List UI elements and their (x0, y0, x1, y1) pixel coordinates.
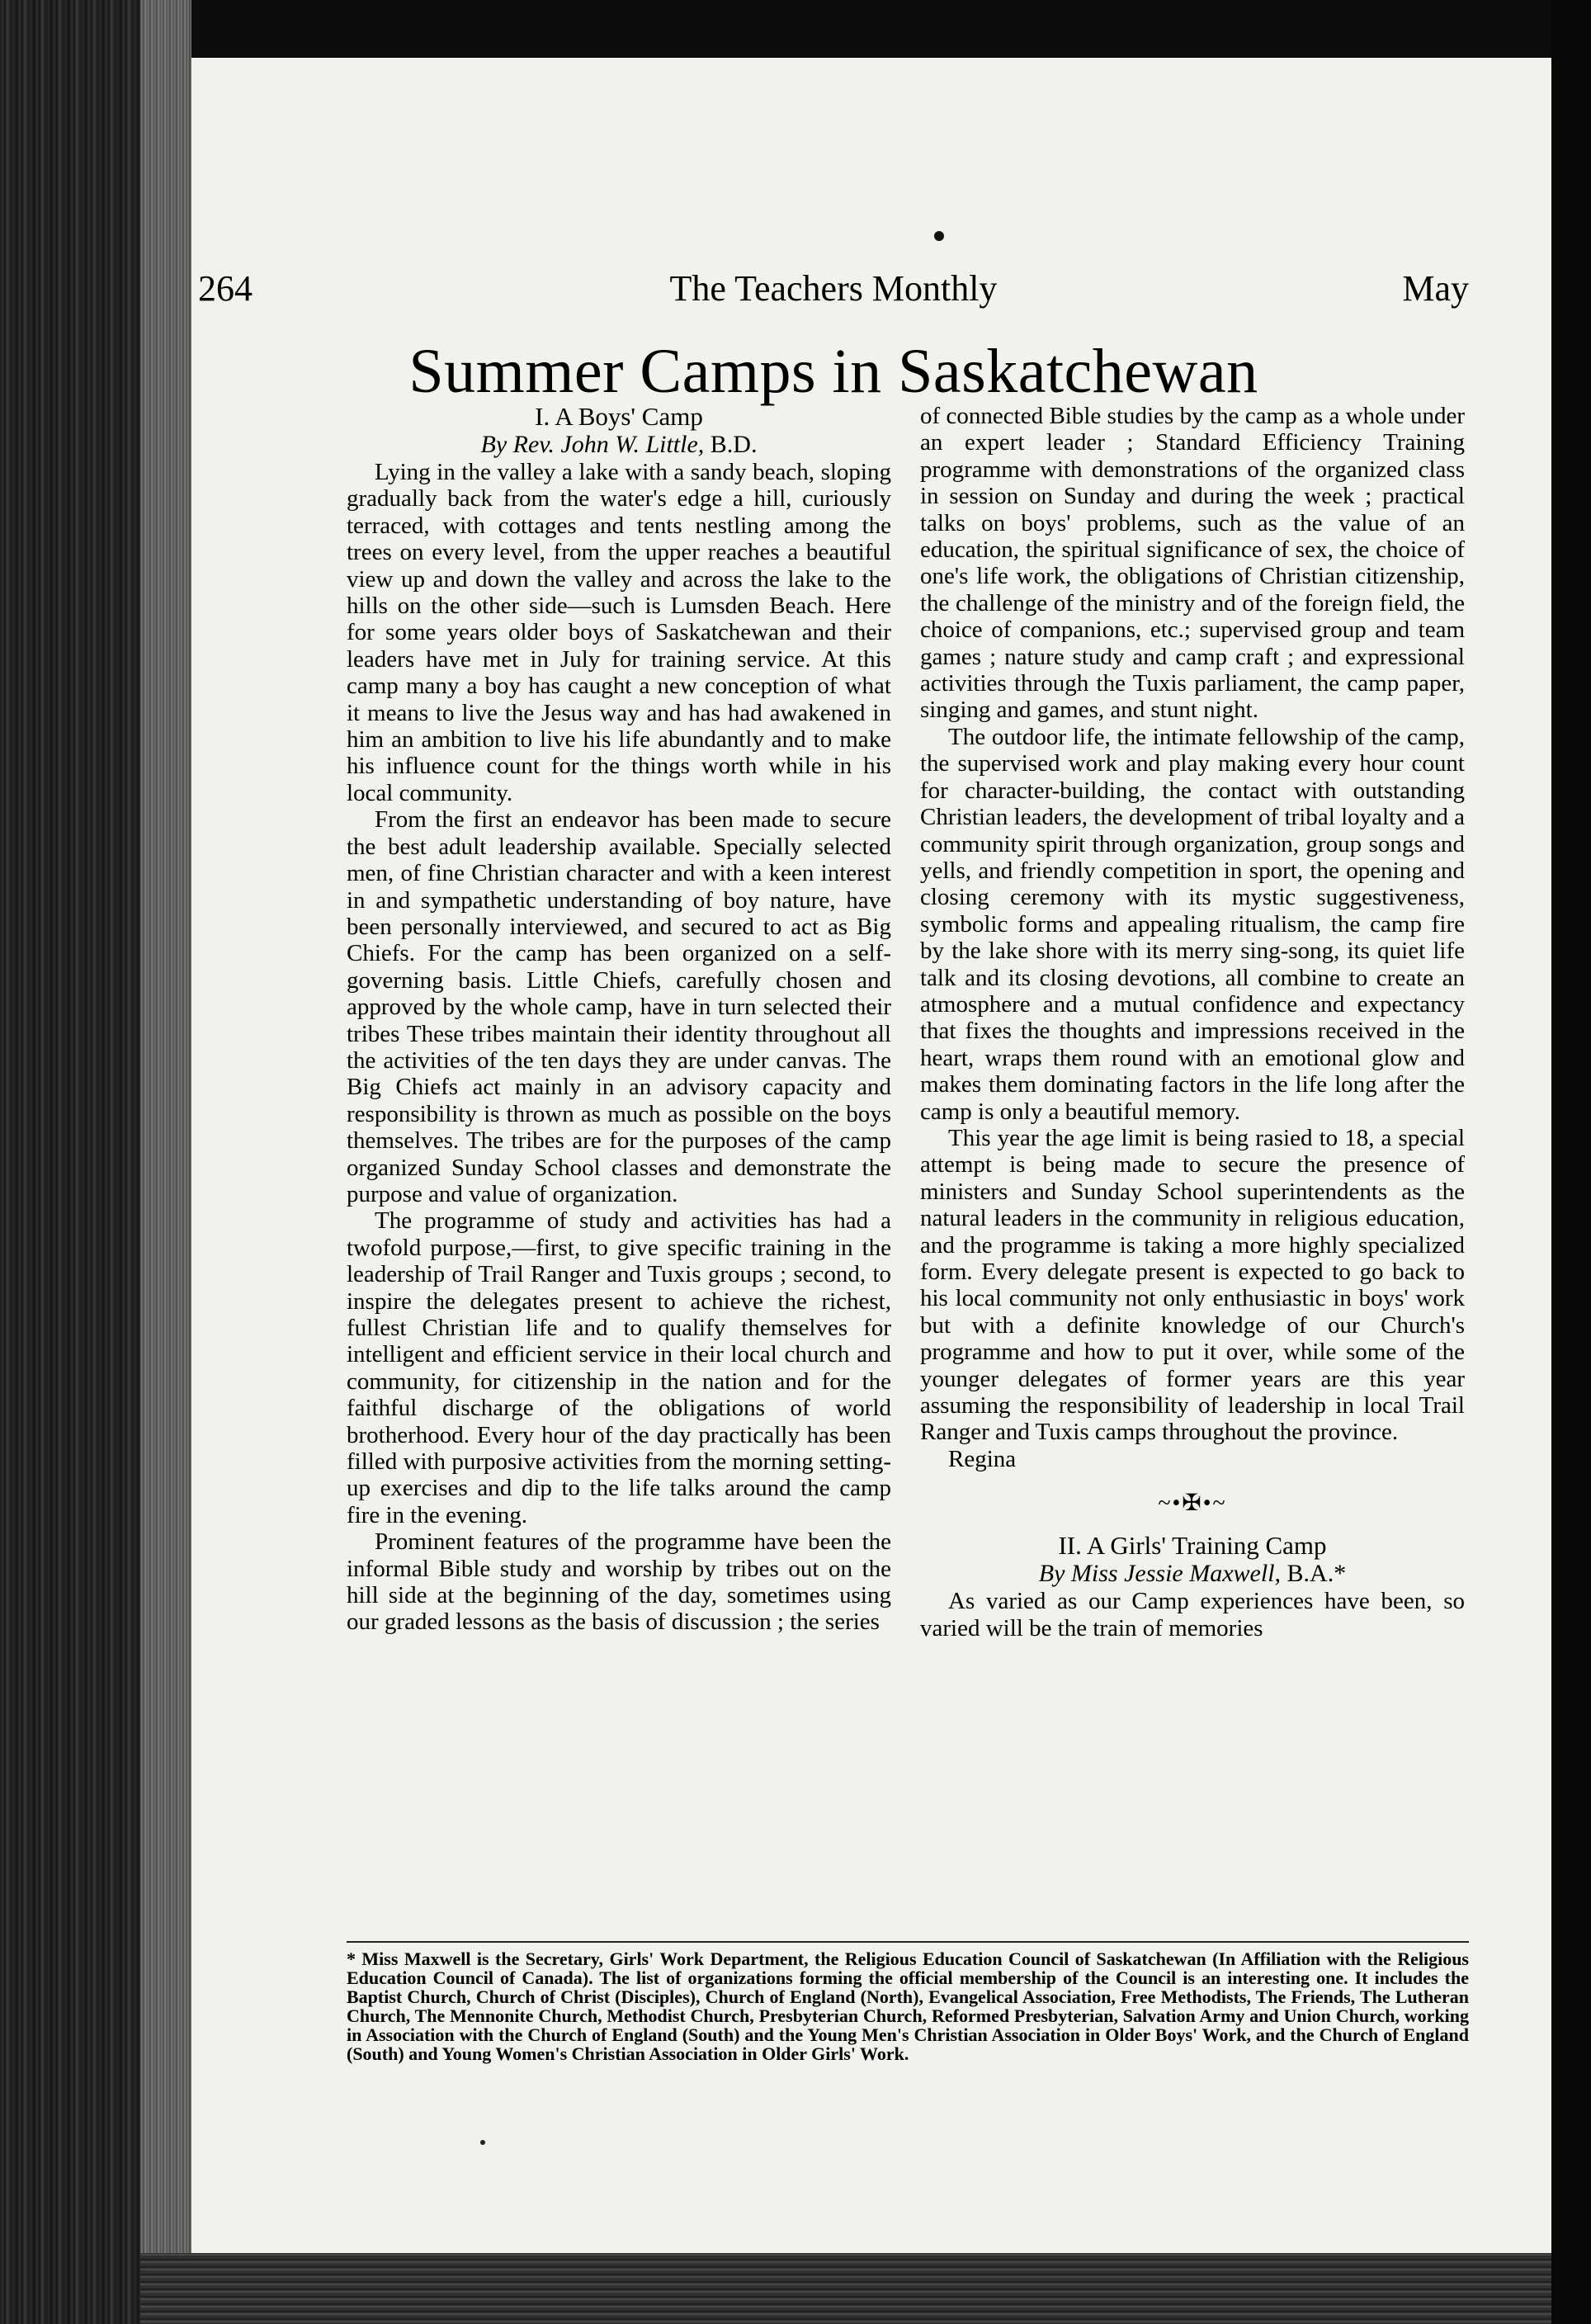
paragraph: Prominent features of the programme have been the informal Bible study and worship by tribes out on the hill side at the beginning of the day, sometimes using our graded lessons as the basis of discussion ; the series (347, 1528, 891, 1636)
byline-author-2 (920, 1560, 1465, 1588)
bottom-page-stack (140, 2253, 1551, 2324)
paragraph: This year the age limit is being rasied to 18, a special attempt is being made to secure the presence of ministers and Sunday School superintendents as the natural leaders in the community in religious education, and the programme is taking a more highly specialized form. Every delegate present is expected to go back to his local community not only enthusiastic in boys' work but with a definite knowledge of our Church's programme and how to put it over, while some of the younger delegates of former years are this year assuming the responsibility of leadership in local Trail Ranger and Tuxis camps throughout the province. (920, 1124, 1465, 1446)
paragraph: From the first an endeavor has been made to secure the best adult leadership available. Specially selected men, of fine Christian character and with a keen interest in and sympathetic understanding of boy nature, have been personally interviewed, and secured to act as Big Chiefs. For the camp has been organized on a self-governing basis. Little Chiefs, carefully chosen and approved by the whole camp, have in turn selected their tribes These tribes maintain their identity throughout all the activities of the ten days they are under canvas. The Big Chiefs act mainly in an advisory capacity and responsibility is thrown as much as possible on the boys themselves. The tribes are for the purposes of the camp organized Sunday School classes and demonstrate the purpose and value of organization. (347, 806, 891, 1207)
paragraph: Lying in the valley a lake with a sandy beach, sloping gradually back from the water's edge a hill, curiously terraced, with cottages and tents nestling among the trees on every level, from the upper reaches a beautiful view up and down the valley and across the lake to the hills on the other side—such is Lumsden Beach. Here for some years older boys of Saskatchewan and their leaders have met in July for training service. At this camp many a boy has caught a new conception of what it means to live the Jesus way and has had awakened in him an ambition to live his life abundantly and to make his influence count for the things worth while in his local community. (347, 459, 891, 806)
byline-name: By Rev. John W. Little, (480, 431, 705, 458)
byline-name-2: By Miss Jessie Maxwell, (1038, 1560, 1282, 1588)
issue-month: May (1402, 268, 1469, 309)
page-number: 264 (198, 268, 253, 309)
section-heading-boys-camp: I. A Boys' Camp (535, 402, 703, 431)
right-column (920, 403, 1465, 1641)
page-stack-edge (140, 0, 191, 2324)
paragraph: of connected Bible studies by the camp as a whole under an expert leader ; Standard Efficiency Training programme with demonstrations of the organized class in session on Sunday and during the week ; practical talks on boys' problems, such as the value of an education, the spiritual significance of sex, the choice of one's life work, the obligations of Christian citizenship, the challenge of the ministry and of the foreign field, the choice of companions, etc.; supervised group and team games ; nature study and camp craft ; and expressional activities through the Tuxis parliament, the camp paper, singing and games, and stunt night. (920, 403, 1465, 724)
article-title: Summer Camps in Saskatchewan (408, 337, 1258, 406)
byline-degree: B.D. (710, 431, 758, 458)
signature-location: Regina (948, 1445, 1017, 1472)
byline-degree-2: B.A.* (1286, 1560, 1347, 1588)
journal-title: The Teachers Monthly (669, 268, 998, 309)
print-speck (480, 2140, 485, 2145)
footnote-divider (347, 1941, 1469, 1943)
footnote: * Miss Maxwell is the Secretary, Girls' Work Department, the Religious Education Council of Saskatchewan (In Affiliation with the Religious Education Council of Canada). The list of organizations forming the official membership of the Council is an interesting one. It includes the Baptist Church, Church of Christ (Disciples), Church of England (North), Evangelical Association, Free Methodists, The Friends, The Lutheran Church, The Mennonite Church, Methodist Church, Presbyterian Church, Reformed Presbyterian, Salvation Army and Union Church, working in Association with the Church of England (South) and the Young Men's Christian Association in Older Boys' Work, and the Church of England (South) and Young Women's Christian Association in Older Girls' Work. (347, 1948, 1469, 2064)
paragraph: The outdoor life, the intimate fellowship of the camp, the supervised work and play making every hour count for character-building, the contact with outstanding Christian leaders, the development of tribal loyalty and a community spirit through organization, group songs and yells, and friendly competition in sport, the opening and closing ceremony with its mystic suggestiveness, symbolic forms and appealing ritualism, the camp fire by the lake shore with its merry sing-song, its quiet life talk and its closing devotions, all combine to create an atmosphere and a mutual confidence and expectancy that fixes the thoughts and impressions received in the heart, wraps them round with an emotional glow and makes them dominating factors in the life long after the camp is only a beautiful memory. (920, 723, 1465, 1125)
running-head (198, 264, 1469, 314)
print-mark (934, 231, 944, 241)
left-column (347, 403, 891, 1636)
right-binding-edge (1551, 0, 1591, 2324)
paragraph: As varied as our Camp experiences have been, so varied will be the train of memories (920, 1588, 1465, 1641)
section-ornament: ~•✠•~ (1158, 1490, 1227, 1517)
byline-author (347, 431, 891, 459)
paragraph: The programme of study and activities has had a twofold purpose,—first, to give specific training in the leadership of Trail Ranger and Tuxis groups ; second, to inspire the delegates present to achieve the richest, fullest Christian life and to qualify themselves for intelligent and efficient service in their local church and community, for citizenship in the nation and for the faithful discharge of the obligations of world brotherhood. Every hour of the day practically has been filled with purposive activities from the morning setting-up exercises and dip to the life talks around the camp fire in the evening. (347, 1207, 891, 1528)
section-heading-girls-camp: II. A Girls' Training Camp (1058, 1531, 1327, 1561)
